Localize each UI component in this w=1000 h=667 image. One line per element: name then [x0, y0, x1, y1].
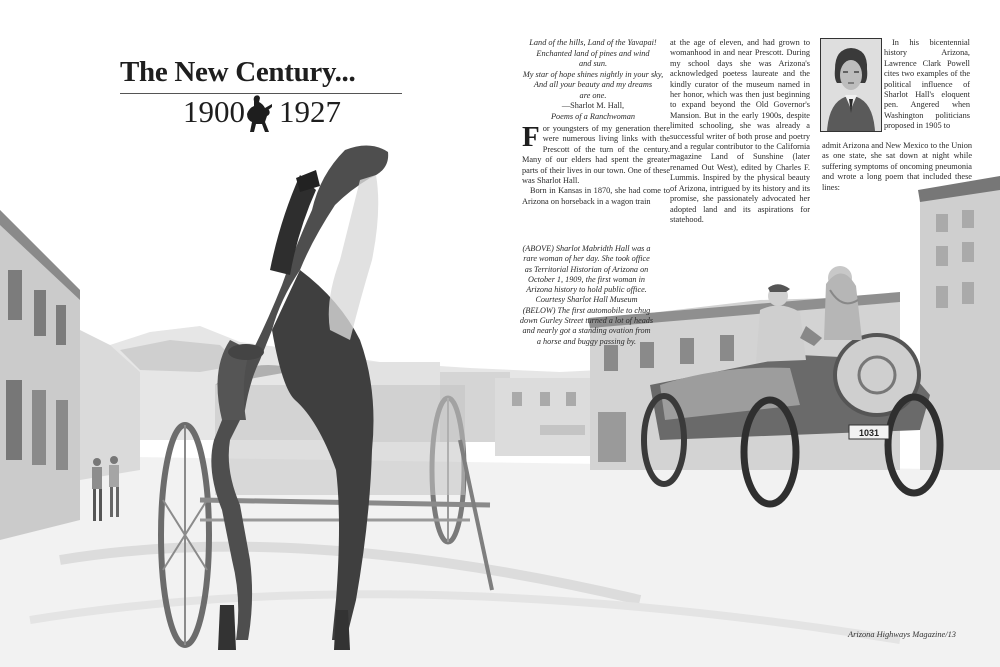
- caption-line: (ABOVE) Sharlot Mabridth Hall was a: [522, 244, 651, 253]
- poem-attribution: —Sharlot M. Hall,: [561, 101, 625, 110]
- horse-rider-emblem-icon: [241, 92, 275, 134]
- caption-line: Arizona history to hold public office.: [526, 285, 647, 295]
- article-paragraph: Born in Kansas in 1870, she had come to Arizona on horseback in a wagon train: [522, 186, 670, 206]
- page-title: The New Century...: [120, 56, 356, 88]
- article-paragraph: at the age of eleven, and had grown to womanhood in and near Prescott. During my school days she was Arizona's acknowledged poetess laureate and the kindly curator of the museum named in her honor, which was then just beginning to expand beyond the Old Governor's Mansion. But in the early 1900s, despite limited schooling, she was already a successful writer of both prose and poetry and a regular contributor to the California magazine Land of Sunshine (later renamed Out West), edited by Charles F. Lummis. Inspired by the physical beauty of Arizona, intrigued by its history and its promise, she passionately advocated her adopted land and its aspirations for statehood.: [670, 38, 810, 224]
- article-paragraph: or youngsters of my generation there were numerous living links with the Prescott of the turn of the century. Many of our elders had spent the greater parts of their lives in our town. One of these was Sharlot Hall.: [522, 124, 670, 186]
- page-folio: Arizona Highways Magazine/13: [848, 630, 956, 639]
- caption-line: a horse and buggy passing by.: [536, 336, 637, 346]
- poem-line: Land of the hills, Land of the Yavapai!: [529, 38, 657, 47]
- article-column-3-continued: [822, 141, 972, 193]
- year-start: 1900: [183, 94, 245, 129]
- license-plate: 1031: [858, 428, 880, 438]
- caption-line: and nearly got a standing ovation from: [522, 326, 651, 336]
- caption-line: Courtesy Sharlot Hall Museum: [535, 295, 638, 305]
- poem-line: and sun.: [578, 59, 608, 68]
- article-paragraph: admit Arizona and New Mexico to the Union as one state, she sat down at night while suffering symptoms of oncoming pneumonia and wrote a long poem that included these lines:: [822, 141, 973, 192]
- epigraph-poem: [513, 38, 673, 122]
- article-column-2: [670, 38, 810, 225]
- caption-line: as Territorial Historian of Arizona on: [524, 264, 649, 274]
- portrait-photo: [820, 38, 882, 132]
- poem-line: And all your beauty and my dreams: [533, 80, 653, 89]
- caption-line: rare woman of her day. She took office: [523, 254, 650, 264]
- caption-line: (BELOW) The first automobile to chug: [522, 305, 651, 315]
- caption-line: down Gurley Street turned a lot of heads: [519, 316, 654, 326]
- article-column-3: [884, 38, 970, 132]
- photo-caption: [509, 244, 664, 347]
- caption-line: October 1, 1909, the first woman in: [528, 274, 645, 284]
- article-paragraph: In his bicentennial history Arizona, Lawrence Clark Powell cites two examples of the political influence of Sharlot Hall's eloquent pen. Angered when Washington politicians proposed in 1905 to: [884, 38, 970, 131]
- poem-line: Enchanted land of pines and wind: [536, 48, 650, 58]
- poem-source: Poems of a Ranchwoman: [550, 111, 636, 121]
- poem-line: My star of hope shines nightly in your sky,: [522, 69, 664, 79]
- poem-line: are one.: [579, 90, 607, 100]
- year-end: 1927: [279, 94, 341, 129]
- drop-cap: F: [522, 121, 540, 153]
- article-column-1: [522, 121, 670, 207]
